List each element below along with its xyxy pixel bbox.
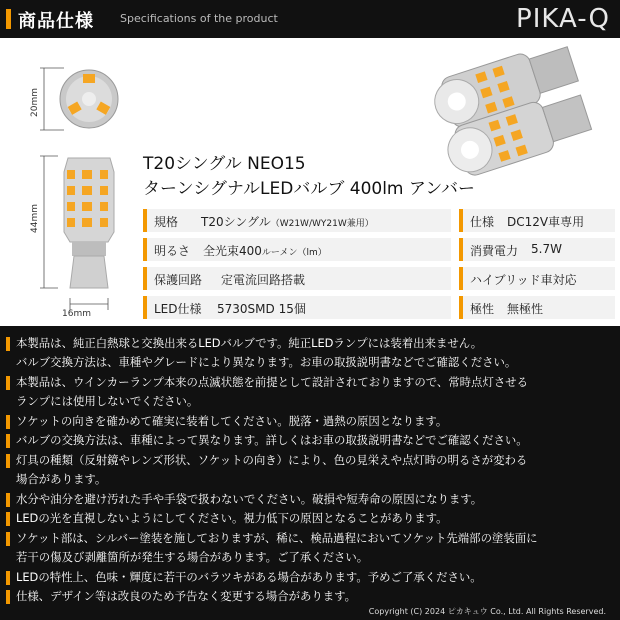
- note-bullet: [6, 434, 10, 448]
- spec-accent: [143, 209, 147, 232]
- note-item: [6, 568, 616, 589]
- spec-row-polarity: [459, 296, 615, 319]
- section-subtitle: Specifications of the product: [120, 12, 278, 25]
- note-item: [6, 431, 616, 452]
- spec-value: 無極性: [507, 302, 544, 316]
- note-text: 若干の傷及び剥離箇所が発生する場合があります。ご了承ください。: [16, 550, 369, 564]
- note-item: [6, 587, 616, 608]
- spec-accent: [143, 296, 147, 319]
- note-item: [6, 334, 616, 355]
- note-bullet: [6, 337, 10, 351]
- spec-value: 定電流回路搭載: [221, 273, 306, 287]
- spec-row-hybrid: [459, 267, 615, 290]
- bulb-top-view: [34, 60, 124, 140]
- note-text: LEDの光を直視しないようにしてください。視力低下の原因となることがあります。: [16, 511, 448, 525]
- note-text: バルブ交換方法は、車種やグレードにより異なります。お車の取扱説明書などでご確認ください。: [16, 355, 517, 369]
- note-text: ランプには使用しないでください。: [16, 394, 199, 408]
- spec-row-protection: [143, 267, 451, 290]
- note-bullet: [6, 532, 10, 546]
- note-text: LEDの特性上、色味・輝度に若干のバラツキがある場合があります。予めご了承ください。: [16, 570, 482, 584]
- spec-accent: [143, 267, 147, 290]
- header-accent: [6, 9, 11, 29]
- spec-value: 全光束400ルーメン（lm）: [203, 244, 327, 258]
- spec-value: 5.7W: [531, 242, 562, 256]
- note-bullet: [6, 571, 10, 585]
- spec-row-led: [143, 296, 451, 319]
- spec-label: 極性: [470, 302, 495, 316]
- note-bullet: [6, 512, 10, 526]
- bulb-side-view: [34, 150, 124, 318]
- product-title-line1: T20シングル NEO15: [143, 154, 306, 174]
- section-title: 商品仕様: [18, 11, 94, 32]
- spec-row-brightness: [143, 238, 451, 261]
- note-bullet: [6, 493, 10, 507]
- brand-logo: PIKA-Q: [516, 4, 610, 34]
- spec-value: DC12V車専用: [507, 215, 585, 229]
- note-item: [6, 353, 616, 374]
- note-text: バルブの交換方法は、車種によって異なります。詳しくはお車の取扱説明書などでご確認ください。: [16, 433, 528, 447]
- dimension-top-height: 20mm: [30, 88, 40, 117]
- spec-label: ハイブリッド車対応: [470, 273, 577, 287]
- note-bullet: [6, 454, 10, 468]
- spec-row-voltage: [459, 209, 615, 232]
- note-text: 水分や油分を避け汚れた手や手袋で扱わないでください。破損や短寿命の原因になります。: [16, 492, 483, 506]
- note-bullet: [6, 415, 10, 429]
- note-item: [6, 509, 616, 530]
- spec-label: 明るさ: [154, 244, 191, 258]
- spec-accent: [459, 296, 463, 319]
- spec-label: 規格: [154, 215, 179, 229]
- note-item: [6, 548, 616, 569]
- spec-row-power: [459, 238, 615, 261]
- product-title: [143, 152, 475, 202]
- spec-label: 仕様: [470, 215, 495, 229]
- notes-panel: [0, 326, 620, 620]
- note-text: 灯具の種類（反射鏡やレンズ形状、ソケットの向き）により、色の見栄えや点灯時の明るさが変わる: [16, 453, 528, 467]
- spec-accent: [459, 209, 463, 232]
- note-item: [6, 451, 616, 472]
- note-text: 本製品は、ウインカーランプ本来の点滅状態を前提として設計されておりますので、常時点灯させる: [16, 375, 529, 389]
- spec-label: 保護回路: [154, 273, 203, 287]
- note-bullet: [6, 590, 10, 604]
- note-item: [6, 490, 616, 511]
- note-item: [6, 373, 616, 394]
- note-text: 場合があります。: [16, 472, 107, 486]
- note-item: [6, 392, 616, 413]
- note-item: [6, 470, 616, 491]
- dimension-width: 16mm: [62, 309, 91, 319]
- note-text: ソケット部は、シルバー塗装を施しておりますが、稀に、検品過程においてソケット先端部の塗装面に: [16, 531, 538, 545]
- dimension-body-height: 44mm: [30, 204, 40, 233]
- note-item: [6, 412, 616, 433]
- header-bar: [0, 0, 620, 38]
- spec-row-standard: [143, 209, 451, 232]
- spec-label: 消費電力: [470, 244, 519, 258]
- note-bullet: [6, 376, 10, 390]
- note-text: 仕様、デザイン等は改良のため予告なく変更する場合があります。: [16, 589, 357, 603]
- spec-label: LED仕様: [154, 302, 202, 316]
- product-title-line2: ターンシグナルLEDバルブ 400lm アンバー: [143, 179, 476, 199]
- spec-accent: [459, 267, 463, 290]
- note-text: 本製品は、純正白熱球と交換出来るLEDバルブです。純正LEDランプには装着出来ません。: [16, 336, 483, 350]
- note-item: [6, 529, 616, 550]
- spec-value: 5730SMD 15個: [217, 302, 306, 316]
- spec-value: T20シングル（W21W/WY21W兼用）: [201, 215, 374, 229]
- spec-accent: [143, 238, 147, 261]
- spec-accent: [459, 238, 463, 261]
- note-text: ソケットの向きを確かめて確実に装着してください。脱落・過熱の原因となります。: [16, 414, 448, 428]
- copyright-text: Copyright (C) 2024 ピカキュウ Co., Ltd. All Rights Reserved.: [368, 607, 606, 616]
